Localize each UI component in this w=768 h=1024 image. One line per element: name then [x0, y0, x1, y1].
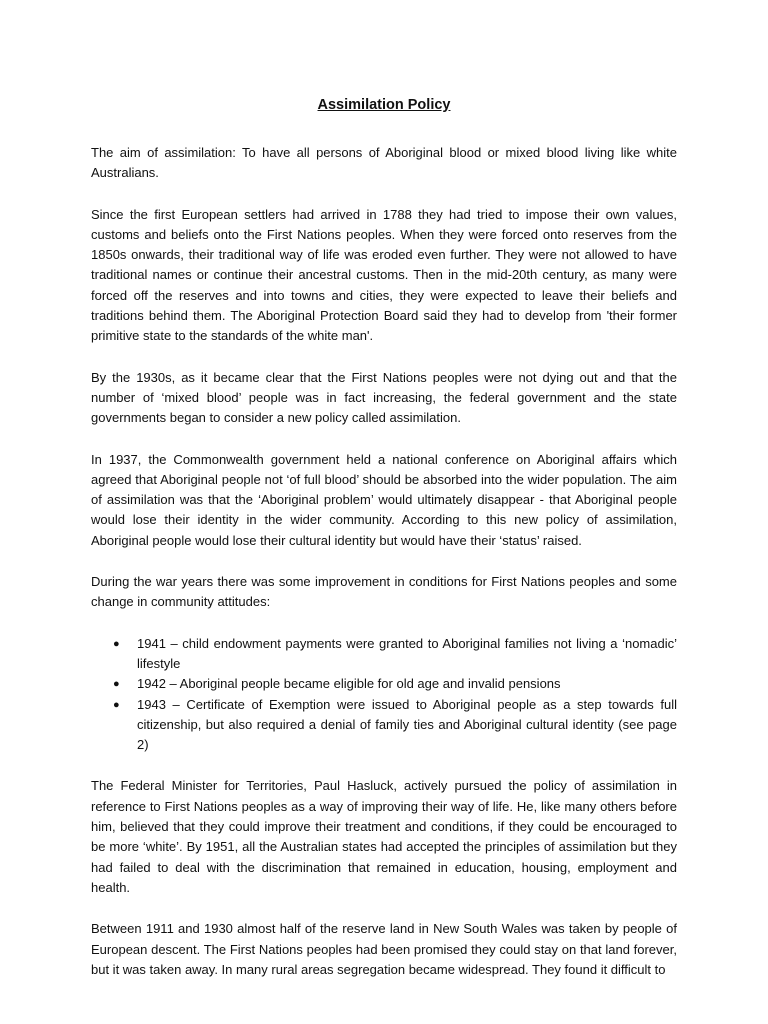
paragraph-aim: The aim of assimilation: To have all persons of Aboriginal blood or mixed blood living like white Australians.: [91, 145, 677, 181]
list-item: [91, 695, 677, 756]
list-item: [91, 634, 677, 675]
bullet-list: [91, 634, 677, 756]
bullet-icon: ●: [113, 698, 120, 711]
paragraph-war-years: During the war years there was some improvement in conditions for First Nations peoples and some change in community attitudes:: [91, 574, 677, 610]
list-item-text: 1941 – child endowment payments were granted to Aboriginal families not living a ‘nomadic’ lifestyle: [137, 635, 677, 671]
list-item: [91, 674, 677, 694]
paragraph-1930s: By the 1930s, as it became clear that the First Nations peoples were not dying out and that the number of ‘mixed blood’ people was in fact increasing, the federal government and the state governments began to consider a new policy called assimilation.: [91, 369, 677, 426]
document-body: [91, 95, 677, 1001]
bullet-icon: ●: [113, 678, 120, 691]
list-item-text: 1942 – Aboriginal people became eligible for old age and invalid pensions: [137, 676, 561, 692]
paragraph-hasluck: The Federal Minister for Territories, Paul Hasluck, actively pursued the policy of assimilation in reference to First Nations peoples as a way of improving their way of life. He, like many others before him, believed that they could improve their treatment and conditions, if they could be encouraged to be more ‘white’. By 1951, all the Australian states had accepted the principles of assimilation but they had failed to deal with the discrimination that remained in education, housing, employment and health.: [91, 778, 677, 895]
document-title: Assimilation Policy: [317, 97, 451, 113]
paragraph-reserve-land: Between 1911 and 1930 almost half of the reserve land in New South Wales was taken by people of European descent. The First Nations peoples had been promised they could stay on that land forever, but it was taken away. In many rural areas segregation became widespread. They found it difficult to: [91, 921, 677, 977]
paragraph-european-settlers: Since the first European settlers had arrived in 1788 they had tried to impose their own values, customs and beliefs onto the First Nations peoples. When they were forced onto reserves from the 1850s onwards, their traditional way of life was eroded even further. They were not allowed to have traditional names or continue their ancestral customs. Then in the mid-20th century, as many were forced off the reserves and into towns and cities, they were expected to leave their beliefs and traditions behind them. The Aboriginal Protection Board said they had to develop from 'their former primitive state to the standards of the white man'.: [91, 206, 677, 344]
list-item-text: 1943 – Certificate of Exemption were issued to Aboriginal people as a step towards full citizenship, but also required a denial of family ties and Aboriginal cultural identity (see page 2): [137, 696, 677, 753]
bullet-icon: ●: [113, 637, 120, 650]
paragraph-1937-conference: In 1937, the Commonwealth government held a national conference on Aboriginal affairs which agreed that Aboriginal people not ‘of full blood’ should be absorbed into the wider population. The aim of assimilation was that the ‘Aboriginal problem’ would ultimately disappear - that Aboriginal people would lose their identity in the wider community. According to this new policy of assimilation, Aboriginal people would lose their cultural identity but would have their ‘status’ raised.: [91, 451, 677, 548]
